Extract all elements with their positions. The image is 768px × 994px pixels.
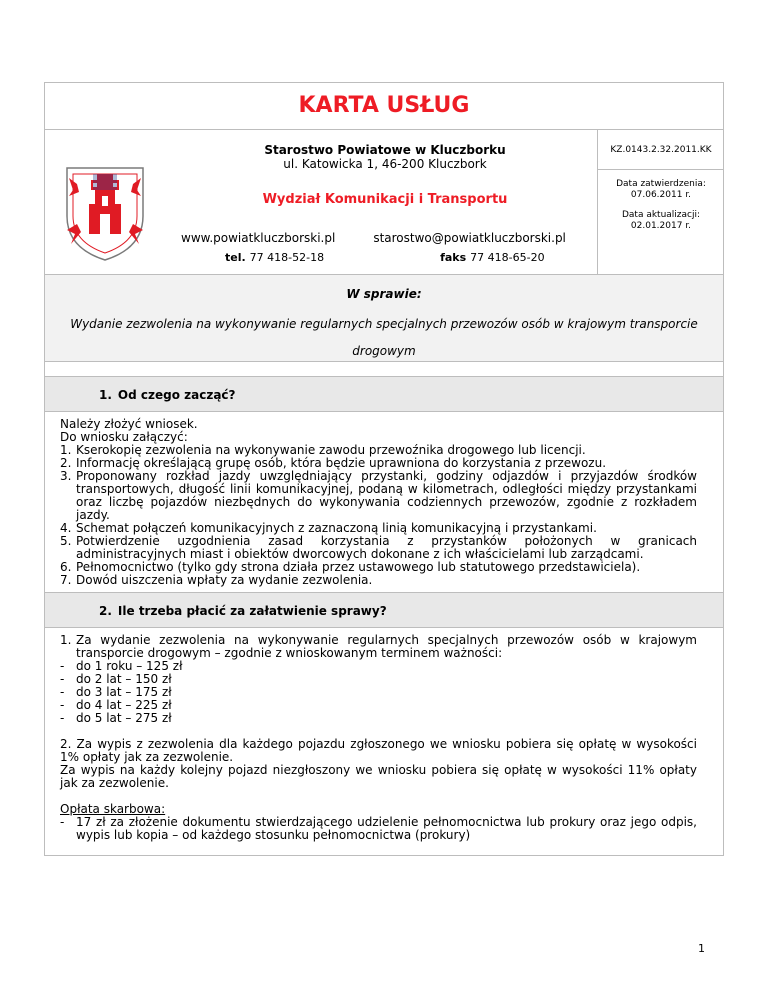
fee-item: - do 3 lat – 175 zł [60, 685, 172, 699]
list-item-number: 6. [60, 560, 72, 574]
section1-intro1: Należy złożyć wniosek. [60, 417, 198, 431]
document-code: KZ.0143.2.32.2011.KK [598, 145, 724, 170]
matter-block [45, 275, 723, 362]
list-item-text: Za wydanie zezwolenia na wykonywanie regularnych specjalnych przewozów osób w krajowym transporcie drogowym – zgodnie z wnioskowanym terminem ważności: [76, 633, 697, 660]
institution-name: Starostwo Powiatowe w Kluczborku [264, 143, 506, 157]
section1-heading [45, 376, 723, 412]
section1-title: Od czego zacząć? [117, 388, 236, 402]
fee-paragraph-3: Za wypis na każdy kolejny pojazd niezgłoszony we wniosku pobiera się opłatę w wysokości 11% opłaty jak za zezwolenie. [60, 763, 697, 790]
list-item-number: 1. [60, 443, 72, 457]
header [45, 130, 723, 275]
section2-body [45, 628, 723, 842]
approval-label: Data zatwierdzenia: [616, 179, 706, 189]
list-item-text: Dowód uiszczenia wpłaty za wydanie zezwolenia. [76, 573, 373, 587]
fee-list [60, 634, 697, 660]
contact-row [173, 231, 597, 245]
list-item [60, 634, 697, 660]
list-item-text: Schemat połączeń komunikacyjnych z zaznaczoną linią komunikacyjną i przystankami. [76, 521, 597, 535]
fee-periods [60, 660, 697, 725]
update-date: 02.01.2017 r. [630, 221, 692, 231]
fee-text: do 1 roku – 125 zł [76, 659, 183, 673]
list-item-text: Proponowany rozkład jazdy uwzględniający przystanki, godziny odjazdów i przyjazdów środków transportowych, długość linii komunikacyjnej, podaną w kilometrach, odległości między przystankami oraz liczbę pojazdów niezbędnych do wykonywania codziennych przewozów, zgodnie z rozkładem jazdy. [76, 469, 697, 522]
section2-number: 2. [99, 604, 112, 618]
list-item-number: 4. [60, 521, 72, 535]
list-item-text: Informację określającą grupę osób, która będzie uprawniona do korzystania z przewozu. [76, 456, 607, 470]
approval-date-block [598, 179, 724, 201]
update-date-block [598, 210, 724, 232]
list-item-number: 5. [60, 534, 72, 548]
page-number: 1 [698, 942, 705, 955]
coat-of-arms-logo [63, 164, 147, 262]
header-center [173, 130, 597, 274]
section1-body [45, 412, 723, 587]
list-item-number: 2. [60, 456, 72, 470]
header-meta [597, 130, 724, 274]
list-item-number: 1. [60, 633, 72, 647]
list-item-text: Pełnomocnictwo (tylko gdy strona działa przez ustawowego lub statutowego przedstawiciela). [76, 560, 641, 574]
fee-text: do 3 lat – 175 zł [76, 685, 172, 699]
list-item-number: 3. [60, 469, 72, 483]
service-card [44, 82, 724, 856]
section2-title: Ile trzeba płacić za załatwienie sprawy? [117, 604, 387, 618]
fax-label: faks [440, 251, 467, 264]
stamp-item: - 17 zł za złożenie dokumentu stwierdzającego udzielenie pełnomocnictwa lub prokury oraz jego odpis, wypis lub kopia – od każdego stosunku pełnomocnictwa (prokury) [60, 815, 697, 842]
section1-intro2: Do wniosku załączyć: [60, 430, 188, 444]
list-item [60, 535, 697, 561]
section2-heading [45, 592, 723, 628]
tel-number: 77 418-52-18 [249, 251, 325, 264]
institution-address: ul. Katowicka 1, 46-200 Kluczbork [283, 157, 487, 171]
fee-text: do 4 lat – 225 zł [76, 698, 172, 712]
list-item [60, 470, 697, 522]
update-label: Data aktualizacji: [621, 210, 701, 220]
phone-row [173, 251, 597, 264]
fee-text: do 2 lat – 150 zł [76, 672, 172, 686]
list-item-text: Potwierdzenie uzgodnienia zasad korzystania z przystanków położonych w granicach administracyjnych miast i obiektów dworcowych dokonane z ich właścicielami lub zarządcami. [76, 534, 697, 561]
stamp-duty-list [60, 816, 697, 842]
fee-item: - do 1 roku – 125 zł [60, 659, 183, 673]
approval-date: 07.06.2011 r. [630, 190, 692, 200]
website-link[interactable]: www.powiatkluczborski.pl [181, 231, 336, 245]
department-name: Wydział Komunikacji i Transportu [262, 192, 508, 207]
fee-item: - do 4 lat – 225 zł [60, 698, 172, 712]
fax-number: 77 418-65-20 [470, 251, 545, 264]
fee-item: - do 5 lat – 275 zł [60, 711, 172, 725]
stamp-duty-label: Opłata skarbowa: [60, 802, 166, 816]
matter-text: Wydanie zezwolenia na wykonywanie regularnych specjalnych przewozów osób w krajowym transporcie drogowym [70, 317, 698, 358]
email-link[interactable]: starostwo@powiatkluczborski.pl [373, 231, 566, 245]
list-item-number: 7. [60, 573, 72, 587]
fee-paragraph-2: 2. Za wypis z zezwolenia dla każdego pojazdu zgłoszonego we wniosku pobiera się opłatę w wysokości 1% opłaty jak za zezwolenie. [60, 737, 697, 764]
section1-number: 1. [99, 388, 112, 402]
matter-heading: W sprawie: [346, 287, 422, 301]
list-item [60, 574, 697, 587]
fee-text: do 5 lat – 275 zł [76, 711, 172, 725]
attachments-list [60, 444, 697, 587]
page-title: KARTA USŁUG [45, 83, 723, 130]
fee-item: - do 2 lat – 150 zł [60, 672, 172, 686]
stamp-text: 17 zł za złożenie dokumentu stwierdzającego udzielenie pełnomocnictwa lub prokury oraz jego odpis, wypis lub kopia – od każdego stosunku pełnomocnictwa (prokury) [76, 815, 697, 842]
tel-label: tel. [225, 251, 246, 264]
list-item-text: Kserokopię zezwolenia na wykonywanie zawodu przewoźnika drogowego lub licencji. [76, 443, 586, 457]
